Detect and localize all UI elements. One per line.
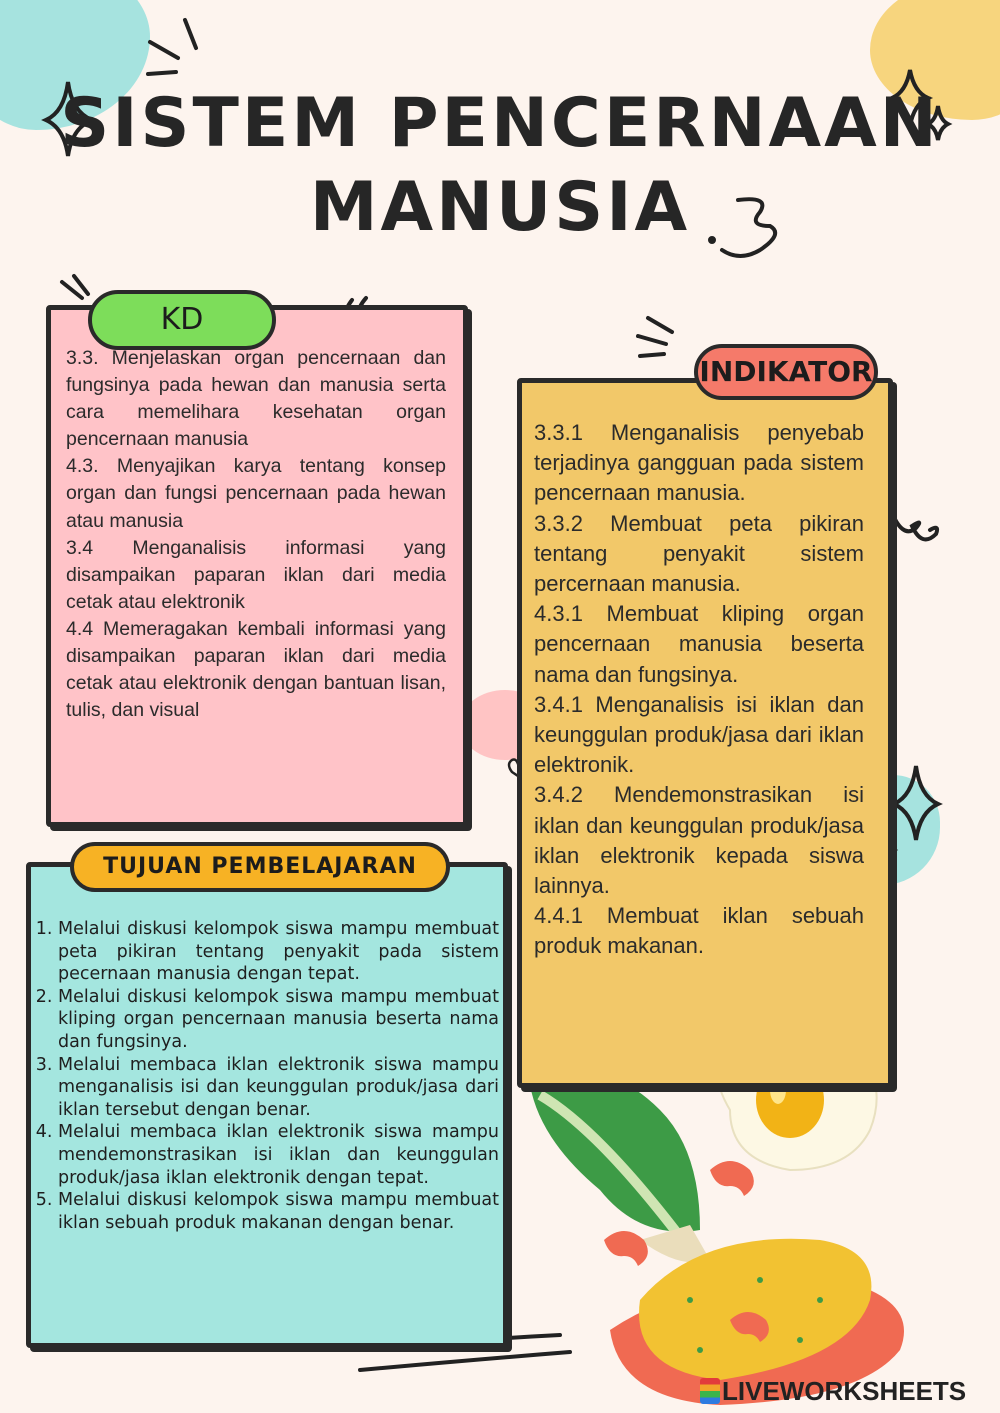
- page-title: [0, 82, 1000, 250]
- tujuan-item: 4. Melalui membaca iklan elektronik siswa mampu mendemonstrasikan isi iklan dan keunggulan produk/jasa iklan elektronik dengan tepat.: [58, 1121, 499, 1189]
- kd-item: 3.3. Menjelaskan organ pencernaan dan fungsinya pada hewan dan manusia serta cara memelihara kesehatan organ pencernaan manusia: [66, 347, 446, 451]
- indikator-item: 4.3.1 Membuat kliping organ pencernaan manusia beserta nama dan fungsinya.: [534, 601, 864, 687]
- liveworksheets-watermark: [700, 1374, 995, 1408]
- liveworksheets-logo-icon: [700, 1378, 720, 1404]
- title-line-2: MANUSIA: [309, 168, 691, 247]
- doodle-lines-icon: [148, 20, 196, 74]
- kd-item: 3.4 Menganalisis informasi yang disampaikan paparan iklan dari media cetak atau elektronik: [66, 536, 446, 613]
- doodle-lines-icon: [638, 318, 672, 356]
- tujuan-item: 5. Melalui diskusi kelompok siswa mampu membuat iklan sebuah produk makanan dengan benar.: [58, 1189, 499, 1234]
- indikator-item: 3.4.2 Mendemonstrasikan isi iklan dan keunggulan produk/jasa iklan elektronik kepada siswa lainnya.: [534, 782, 864, 899]
- kd-item: 4.4 Memeragakan kembali informasi yang disampaikan paparan iklan dari media cetak atau elektronik dengan bantuan lisan, tulis, dan visual: [66, 617, 446, 722]
- tujuan-label: TUJUAN PEMBELAJARAN: [70, 842, 450, 892]
- tujuan-list: [40, 918, 499, 1234]
- tujuan-item: 1. Melalui diskusi kelompok siswa mampu membuat peta pikiran tentang penyakit pada sistem pecernaan manusia dengan tepat.: [58, 918, 499, 986]
- indikator-content: [534, 418, 864, 962]
- tujuan-item: 3. Melalui membaca iklan elektronik siswa mampu menganalisis isi dan keunggulan produk/jasa dari iklan tersebut dengan benar.: [58, 1054, 499, 1122]
- kd-item: 4.3. Menyajikan karya tentang konsep organ dan fungsi pencernaan pada hewan atau manusia: [66, 455, 446, 532]
- indikator-label: INDIKATOR: [694, 344, 878, 400]
- indikator-item: 3.4.1 Menganalisis isi iklan dan keunggulan produk/jasa dari iklan elektronik.: [534, 691, 864, 778]
- title-line-1: SISTEM PENCERNAAN: [60, 84, 940, 163]
- squiggle-icon: [890, 508, 937, 539]
- sparkle-icon: [894, 766, 938, 840]
- shrimp-illustration: [710, 1161, 754, 1196]
- tujuan-item: 2. Melalui diskusi kelompok siswa mampu membuat kliping organ pencernaan manusia beserta nama dan fungsinya.: [58, 986, 499, 1054]
- kd-label: KD: [88, 290, 276, 350]
- kd-content: [66, 345, 446, 724]
- indikator-item: 4.4.1 Membuat iklan sebuah produk makanan.: [534, 903, 864, 959]
- indikator-item: 3.3.1 Menganalisis penyebab terjadinya gangguan pada sistem pencernaan manusia.: [534, 420, 864, 506]
- shrimp-illustration: [604, 1231, 648, 1266]
- watermark-text: LIVEWORKSHEETS: [722, 1376, 967, 1406]
- indikator-item: 3.3.2 Membuat peta pikiran tentang penyakit sistem percernaan manusia.: [534, 510, 864, 597]
